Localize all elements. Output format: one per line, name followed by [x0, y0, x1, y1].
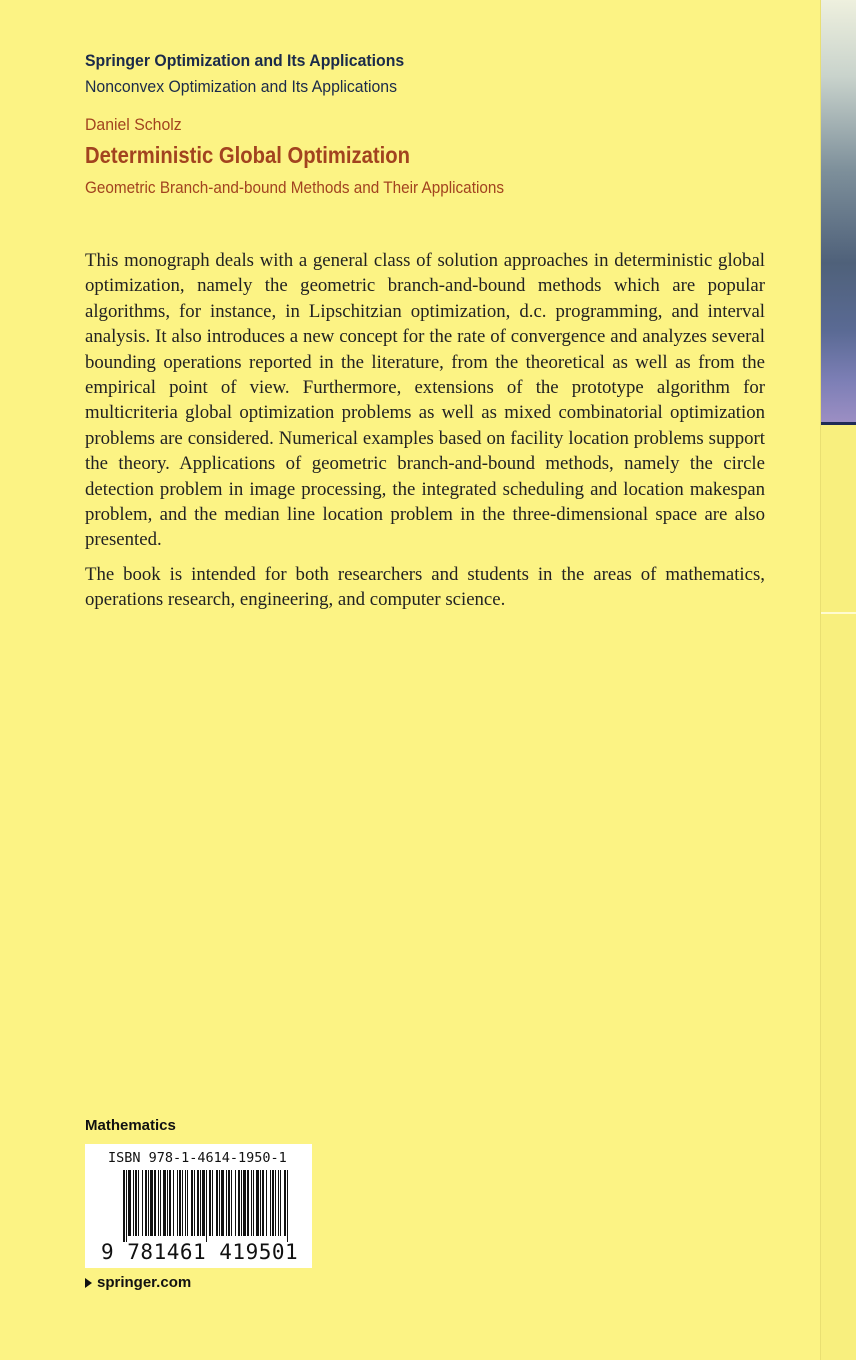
website-label: springer.com: [97, 1274, 192, 1291]
isbn-label: ISBN 978-1-4614-1950-1: [108, 1150, 287, 1166]
spine-line: [821, 612, 856, 614]
barcode-bar: [241, 1170, 242, 1236]
arrow-right-icon: [85, 1278, 92, 1288]
series-subtitle: Nonconvex Optimization and Its Applications: [85, 77, 397, 96]
barcode-bar: [253, 1170, 254, 1236]
book-description: [85, 248, 765, 622]
barcode-bar: [216, 1170, 218, 1236]
barcode-bar: [177, 1170, 178, 1236]
barcode-bar: [266, 1170, 267, 1236]
barcode-bar: [126, 1170, 127, 1242]
barcode-bar: [142, 1170, 143, 1236]
spine: [820, 0, 856, 1360]
barcode-bar: [167, 1170, 168, 1236]
subject-category: Mathematics: [85, 1117, 176, 1134]
barcode-bar: [197, 1170, 199, 1236]
barcode-bar: [219, 1170, 220, 1236]
barcode-bar: [135, 1170, 137, 1236]
barcode-bar: [287, 1170, 288, 1242]
barcode-bar: [160, 1170, 161, 1236]
spine-gradient-band: [821, 0, 856, 424]
barcode-bar: [251, 1170, 252, 1236]
description-paragraph: This monograph deals with a general class of solution approaches in deterministic global optimization, namely the geometric branch-and-bound methods which are popular algorithms, for instance, in Lipschitzian optimization, d.c. programming, and interval analysis. It also introduces a new concept for the rate of convergence and analyzes several bounding operations reported in the literature, from the theoretical as well as from the empirical point of view. Furthermore, extensions of the prototype algorithm for multicriteria global optimization problems as well as mixed combinatorial optimization problems are considered. Numerical examples based on facility location problems support the theory. Applications of geometric branch-and-bound methods, namely the circle detection problem in image processing, the integrated scheduling and location makespan problem, and the median line location problem in the three-dimensional space are also presented.: [85, 250, 765, 551]
barcode-bar: [231, 1170, 232, 1236]
barcode-bar: [150, 1170, 153, 1236]
barcode-bar: [212, 1170, 213, 1236]
barcode-bar: [202, 1170, 205, 1236]
barcode-bar: [235, 1170, 236, 1236]
barcode-bar: [278, 1170, 279, 1236]
barcode-bar: [133, 1170, 134, 1236]
barcode-bar: [194, 1170, 195, 1236]
barcode-bar: [191, 1170, 193, 1236]
barcode-bar: [158, 1170, 159, 1236]
barcode-bar: [243, 1170, 246, 1236]
barcode-bar: [185, 1170, 186, 1236]
barcode-bar: [179, 1170, 181, 1236]
barcode-bar: [187, 1170, 188, 1236]
barcode-bar: [128, 1170, 131, 1236]
barcode-bar: [138, 1170, 139, 1236]
barcode-bar: [228, 1170, 230, 1236]
barcode-bar: [247, 1170, 249, 1236]
barcode-bar: [154, 1170, 156, 1236]
barcode-bar: [173, 1170, 174, 1236]
barcode-bar: [123, 1170, 125, 1242]
barcode-bar: [206, 1170, 207, 1242]
barcode-bar: [275, 1170, 276, 1236]
barcode-bar: [169, 1170, 171, 1236]
barcode-bar: [182, 1170, 183, 1236]
description-paragraph: The book is intended for both researchers and students in the areas of mathematics, operations research, engineering, and computer science.: [85, 563, 765, 611]
barcode-bar: [209, 1170, 211, 1236]
barcode-bar: [272, 1170, 274, 1236]
barcode-bar: [221, 1170, 224, 1236]
barcode-bar: [260, 1170, 261, 1236]
barcode-bar: [226, 1170, 227, 1236]
barcode-bar: [280, 1170, 281, 1236]
barcode-bar: [284, 1170, 286, 1236]
ean-digits: 9 781461 419501: [101, 1240, 299, 1264]
series-block: [85, 48, 404, 100]
spine-rule: [821, 422, 856, 425]
barcode-bar: [145, 1170, 147, 1236]
barcode-bar: [270, 1170, 271, 1236]
barcode-bar: [256, 1170, 259, 1236]
publisher-website[interactable]: [85, 1274, 191, 1291]
barcode-bar: [238, 1170, 240, 1236]
book-title: Deterministic Global Optimization: [85, 142, 411, 168]
author-name: Daniel Scholz: [85, 115, 182, 134]
isbn-barcode: [85, 1144, 312, 1268]
book-subtitle: Geometric Branch-and-bound Methods and Their Applications: [85, 178, 505, 197]
barcode-bar: [148, 1170, 149, 1236]
series-title: Springer Optimization and Its Applications: [85, 51, 405, 70]
barcode-bar: [262, 1170, 264, 1236]
barcode-bar: [163, 1170, 166, 1236]
barcode-bar: [200, 1170, 201, 1236]
